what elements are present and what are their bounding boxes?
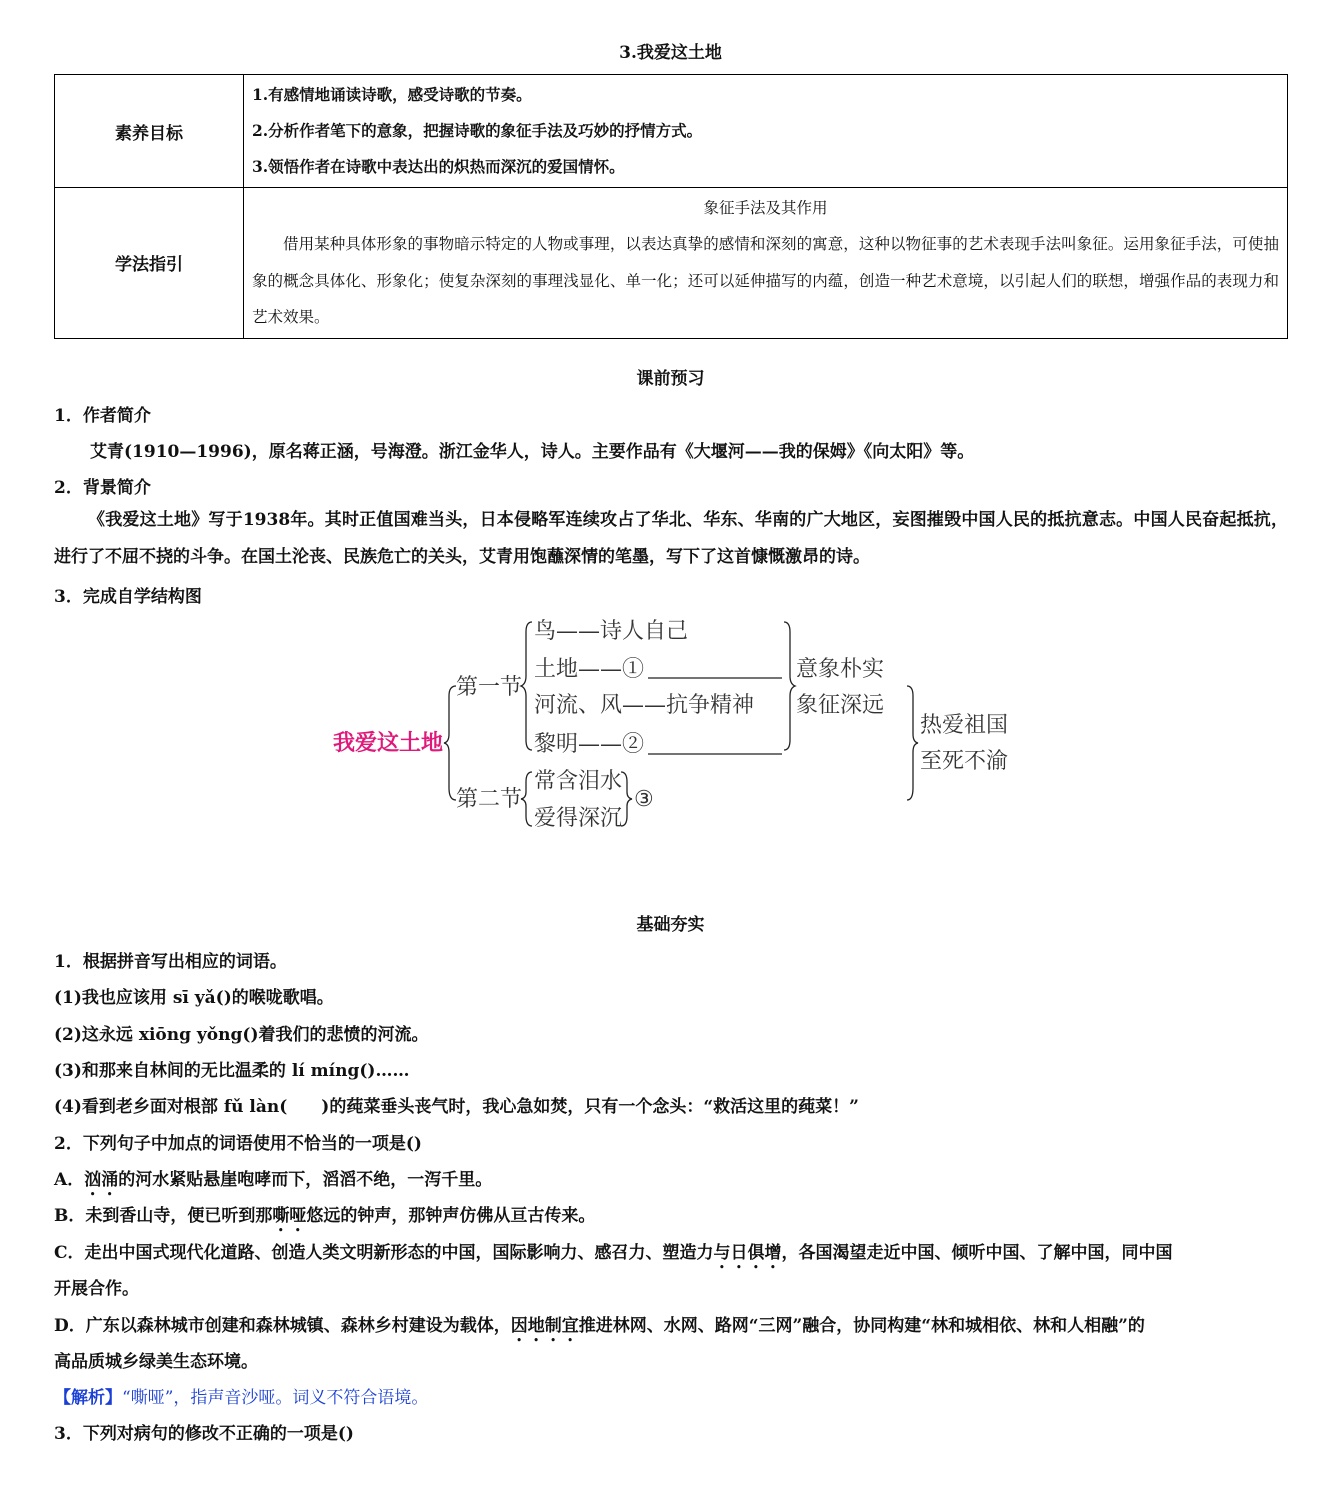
section2-label: 第二节 <box>456 787 523 812</box>
preview-heading: 课前预习 <box>636 369 705 389</box>
study-guide-paragraph: 借用某种具体形象的事物暗示特定的人物或事理，以表达真挚的感情和深刻的寓意，这种以物征事的艺术表现手法叫象征。运用象征手法，可使抽象的概念具体化、形象化；使复杂深刻的事理浅显化、单一化；还可以延伸描写的内蕴，创造一种艺术意境，以引起人们的联想，增强作品的表现力和艺术效果。 <box>252 235 1279 326</box>
q2-option-b <box>54 1201 595 1236</box>
q2-title: 2．下列句子中加点的词语使用不恰当的一项是() <box>54 1134 422 1154</box>
option-prefix: D．广东以森林城市创建和森林城镇、森林乡村建设为载体， <box>54 1316 511 1336</box>
q1-title: 1．根据拼音写出相应的词语。 <box>54 952 287 972</box>
option-prefix: A． <box>54 1170 85 1190</box>
author-intro-text: 艾青(1910—1996)，原名蒋正涵，号海澄。浙江金华人，诗人。主要作品有《大堰河——我的保姆》《向太阳》等。 <box>90 442 975 462</box>
conclusion-2: 至死不渝 <box>920 749 1009 774</box>
goals-table <box>54 74 1288 339</box>
conclusion-1: 热爱祖国 <box>920 713 1009 738</box>
q2-option-a <box>54 1165 492 1200</box>
option-prefix: C．走出中国式现代化道路、创造人类文明新形态的中国，国际影响力、感召力、塑造力 <box>54 1243 714 1263</box>
structure-title: 3．完成自学结构图 <box>54 587 202 607</box>
conclusion-brace <box>907 686 918 800</box>
dotted-word: 汹涌 <box>84 1170 119 1190</box>
background-title: 2．背景简介 <box>54 478 151 498</box>
option-text: 悠远的钟声，那钟声仿佛从亘古传来。 <box>306 1206 596 1226</box>
analysis-text: “嘶哑”，指声音沙哑。词义不符合语境。 <box>122 1388 429 1408</box>
option-prefix: B．未到香山寺，便已听到那 <box>54 1206 273 1226</box>
background-text: 《我爱这土地》写于1938年。其时正值国难当头，日本侵略军连续攻占了华北、华东、华南的广大地区，妄图摧毁中国人民的抵抗意志。中国人民奋起抵抗，进行了不屈不挠的斗争。在国土沦丧、民族危亡的关头，艾青用饱蘸深情的笔墨，写下了这首慷慨激昂的诗。 <box>54 510 1288 567</box>
image-land: 土地——① <box>534 657 645 682</box>
q1-item: (1)我也应该用 sī yǎ()的喉咙歌唱。 <box>54 988 334 1008</box>
dotted-word: 因地制宜 <box>510 1316 579 1336</box>
summary-2: 象征深远 <box>796 693 885 718</box>
option-text: 推进林网、水网、路网“三网”融合，协同构建“林和城相依、林和人相融”的 <box>578 1316 1145 1336</box>
goal-line: 1.有感情地诵读诗歌，感受诗歌的节奏。 <box>252 85 532 104</box>
basics-heading: 基础夯实 <box>636 915 705 935</box>
image-river-wind: 河流、风——抗争精神 <box>534 693 755 718</box>
literacy-goals-cell <box>244 75 1288 188</box>
dotted-word: 嘶哑 <box>272 1206 307 1226</box>
root-brace <box>444 686 456 800</box>
section2-brace <box>521 772 532 826</box>
analysis-tag: 【解析】 <box>54 1388 122 1408</box>
author-intro-title: 1．作者简介 <box>54 406 151 426</box>
q2-option-d <box>54 1311 1145 1346</box>
s2-item-1: 常含泪水 <box>534 769 623 794</box>
q1-item: (2)这永远 xiōng yǒng()着我们的悲愤的河流。 <box>54 1025 429 1045</box>
study-guide-cell <box>244 188 1288 339</box>
s2-item-2: 爱得深沉 <box>534 806 623 831</box>
goal-line: 2.分析作者笔下的意象，把握诗歌的象征手法及巧妙的抒情方式。 <box>252 121 703 140</box>
image-dawn: 黎明——② <box>534 732 645 757</box>
section2-close-brace <box>621 772 632 826</box>
page-title: 3.我爱这土地 <box>619 43 722 63</box>
dotted-word: 与日俱增 <box>713 1243 782 1263</box>
goal-line: 3.领悟作者在诗歌中表达出的炽热而深沉的爱国情怀。 <box>252 157 625 176</box>
label-literacy-goals: 素养目标 <box>55 75 244 188</box>
label-study-guide: 学法指引 <box>55 188 244 339</box>
root-label: 我爱这土地 <box>333 730 444 756</box>
section1-brace <box>521 622 532 750</box>
study-guide-heading: 象征手法及其作用 <box>703 199 828 217</box>
section1-label: 第一节 <box>456 675 523 700</box>
q1-item: (4)看到老乡面对根部 fǔ làn( )的莼菜垂头丧气时，我心急如焚，只有一个念头：“救活这里的莼菜！” <box>54 1097 859 1117</box>
option-text: ，各国渴望走近中国、倾听中国、了解中国，同中国 <box>781 1243 1173 1263</box>
q2-option-c <box>54 1238 1173 1273</box>
q2-option-c-cont: 开展合作。 <box>54 1279 139 1299</box>
analysis <box>54 1383 428 1408</box>
option-text: 的河水紧贴悬崖咆哮而下，滔滔不绝，一泻千里。 <box>118 1170 493 1190</box>
structure-diagram <box>0 610 1341 840</box>
section1-close-brace <box>784 622 795 750</box>
s2-blank: ③ <box>634 787 654 812</box>
image-bird: 鸟——诗人自己 <box>534 619 689 644</box>
q2-option-d-cont: 高品质城乡绿美生态环境。 <box>54 1352 258 1372</box>
q1-item: (3)和那来自林间的无比温柔的 lí míng()…… <box>54 1061 410 1081</box>
q3-title: 3．下列对病句的修改不正确的一项是() <box>54 1424 354 1444</box>
summary-1: 意象朴实 <box>796 657 885 682</box>
